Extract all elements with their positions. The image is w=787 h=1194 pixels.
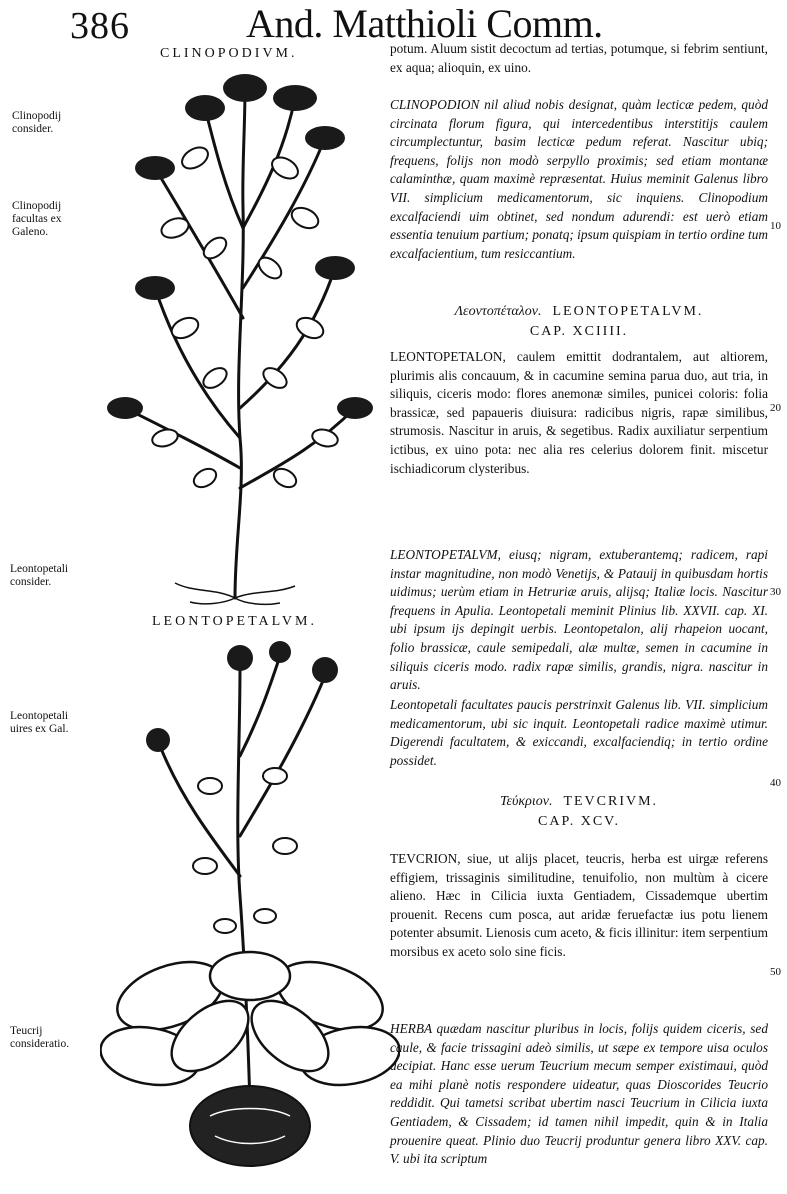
margin-note-leontopetali-consider: Leontopetali consider. [10, 563, 69, 588]
paragraph-leontopetali-facultates: Leontopetali facultates paucis perstrinxit Galenus lib. VII. simplicium medicamentorum, ubi sic inquit. Leontopetali radice maximè utimur. Digerendi facultatem, & exiccandi, excalfaciendiq; in tertio ordine possidet. [390, 697, 768, 768]
greek-title: Λεοντοπέταλον. [454, 304, 542, 319]
margin-note-teucrij: Teucrij consideratio. [10, 1025, 70, 1050]
paragraph-herba-commentary: HERBA quædam nascitur pluribus in locis, folijs quidem ciceris, sed caule, & facie trissagini adeò similis, ut sæpe ex tempore uisa oculos decipiat. Hanc esse uerum Teucrium mecum semper existimaui, quòd ea mihi planè notis respondere uideatur, quas Dioscorides Teucrio reddidit. Qui tametsi scribat ubertim nasci Teucrium in Cilicia iuxta Gentiadem, & Cissadem; id tamen nihil impedit, quin & in Italia prouenire queat. Plinio duo Teucrij produntur genera libro XXV. cap. V. ubi ita scriptum [390, 1021, 768, 1167]
greek-title: Τεύκριον. [499, 794, 553, 809]
chapter-heading-leontopetalum [390, 302, 768, 342]
clinopodium-woodcut [95, 68, 385, 608]
paragraph-teucrion: TEVCRION, siue, ut alijs placet, teucris, herba est uirgæ referens effigiem, trissaginis similitudine, tenuifolio, non multùm à cicere alieno. Hæc in Cilicia iuxta Gentiadem, Cissademque ubertim prouenit. Recens cum posca, aut aridæ feruefactæ ius potu lienem potenter absumit. Lienosis cum aceto, & ficis illinitur: item serpentium morsibus ex aceto solo sine ficis. [390, 851, 768, 959]
margin-note-clinopodij-consider: Clinopodij consider. [12, 110, 62, 135]
paragraph-leontopetalon: LEONTOPETALON, caulem emittit dodrantalem, aut altiorem, plurimis alis concauum, & in cacumine semina parua duo, aut tria, in siliquis, ciceris modo: flores anemonæ similes, punicei coloris: folia brassicæ, sed papaueris diuisura: radicibus nigris, rapæ similibus, strumosis. Nascitur in aruis, & segetibus. Radix auxiliatur serpentium ictibus, ex uino pota: nec alia res celerius dolorem finit. miscetur ischiadicorum clysteribus. [390, 349, 768, 476]
figure-title-clinopodium: CLINOPODIVM. [160, 46, 298, 61]
figure-title-leontopetalum: LEONTOPETALVM. [152, 614, 317, 629]
chapter-number: CAP. XCV. [538, 814, 620, 829]
margin-note-clinopodij-facultas: Clinopodij facultas ex Galeno. [12, 200, 62, 238]
paragraph-clinopodion: CLINOPODION nil aliud nobis designat, quàm lecticæ pedem, quòd circinata florum figura, qui intercedentibus interstitijs caulem circumplectuntur, basim lecticæ pedum referat. Nascitur ubiq; frequens, folijs non modò serpyllo proximis; sed etiam montanæ calaminthæ, quam maximè repræsentat. Huius meminit Galenus libro VII. simplicium medicamentorum, sic inquiens. Clinopodium excalfaciendi uim obtinet, sed nondum adurendi: est uerò etiam essentia tenuium partium; ponatq; ipsum quispiam in tertio ordine tum excalfacientium, tum resiccantium. [390, 97, 768, 261]
line-number: 20 [770, 402, 781, 414]
chapter-heading-teucrium [390, 792, 768, 832]
page-number: 386 [70, 5, 130, 47]
line-number: 10 [770, 220, 781, 232]
paragraph-leontopetalum-commentary: LEONTOPETALVM, eiusq; nigram, extuberantemq; radicem, rapi instar magnitudine, non modò Venetijs, & Patauij in quibusdam hortis uidimus; uerùm etiam in Hetruriæ aruis, alijsq; Italiæ locis. Nascitur frequens in Apulia. Leontopetali meminit Plinius lib. XXVII. cap. XI. ubi ipsum ijs depingit uerbis. Leontopetalon, alij rhapeion uocant, folio brassicæ, caule semipedali, alæ multæ, semen in cacumine in siliquis ciceris modo. radix rapæ similis, grandis, nigra. nascitur in aruis. [390, 547, 768, 693]
margin-note-leontopetali-uires: Leontopetali uires ex Gal. [10, 710, 69, 735]
latin-title: LEONTOPETALVM. [552, 304, 704, 319]
line-number: 30 [770, 586, 781, 598]
paragraph-continuation: potum. Aluum sistit decoctum ad tertias, potumque, si febrim sentiunt, ex aqua; alioquin, ex uino. [390, 41, 768, 75]
latin-title: TEVCRIVM. [563, 794, 659, 809]
line-number: 40 [770, 777, 781, 789]
leontopetalum-woodcut [100, 636, 400, 1186]
running-head: And. Matthioli Comm. [246, 1, 603, 46]
chapter-number: CAP. XCIIII. [529, 324, 629, 339]
line-number: 50 [770, 966, 781, 978]
